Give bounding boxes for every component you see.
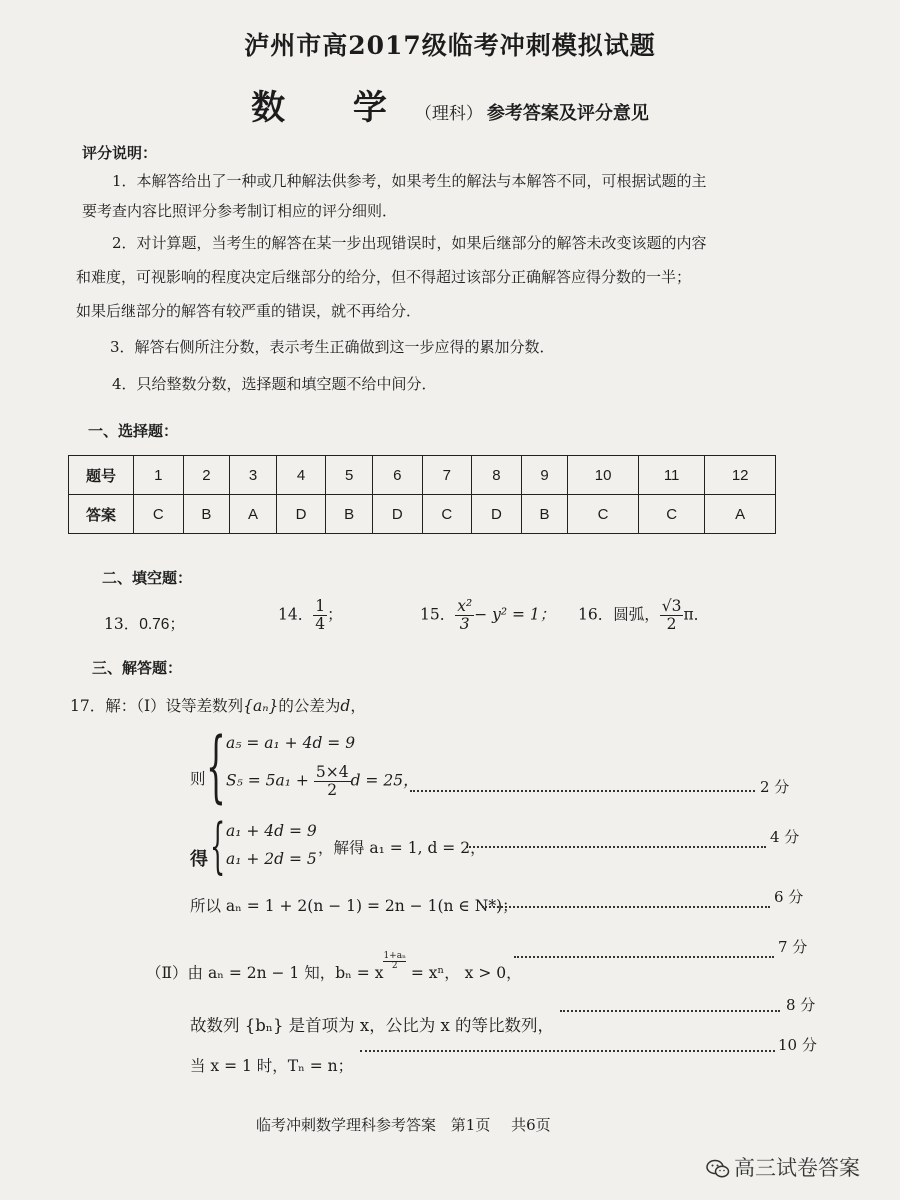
q13-label: 13． [104, 615, 140, 633]
answer-cell: B [521, 495, 568, 534]
p17-intro-set: {aₙ} [243, 697, 279, 715]
q14-numerator: 1 [315, 597, 326, 615]
q15-tail: − y² = 1； [474, 605, 556, 624]
instruction-4: 4．只给整数分数，选择题和填空题不给中间分． [112, 375, 437, 393]
row-label-question: 题号 [69, 456, 134, 495]
sys1-comma: ， [403, 771, 419, 790]
p17-intro-b: 的公差为 [278, 697, 341, 715]
subtitle-rest: 参考答案及评分意见 [486, 103, 649, 124]
answer-cell: A [230, 495, 277, 534]
watermark-text: 高三试卷答案 [734, 1156, 860, 1180]
watermark [706, 1152, 860, 1182]
q-num: 1 [134, 456, 184, 495]
q-num: 3 [230, 456, 277, 495]
q16-tail: π． [683, 605, 710, 624]
part2-tail: = xⁿ， x > 0， [405, 964, 522, 982]
system2-line2: a₁ + 2d = 5 [226, 850, 317, 868]
answer-cell: B [183, 495, 230, 534]
q-num: 5 [326, 456, 373, 495]
part2-exp-den: 2 [391, 961, 398, 971]
q15-fraction [455, 598, 474, 633]
question-number-row [69, 456, 776, 495]
instruction-1b: 要考查内容比照评分参考制订相应的评分细则． [82, 202, 398, 220]
q16-numerator: √3 [661, 597, 682, 615]
answer-cell: A [705, 495, 776, 534]
score-2: 2 分 [760, 778, 790, 796]
case-x-equals-1: 当 x = 1 时，Tₙ = n； [190, 1057, 354, 1075]
instruction-2b: 和难度，可视影响的程度决定后继部分的给分，但不得超过该部分正确解答应得分数的一半； [76, 268, 692, 286]
sys1-line2-a: S₅ = 5a₁ + [226, 771, 309, 790]
p17-intro-d: d [340, 697, 351, 715]
score-6: 6 分 [774, 888, 804, 906]
system2-line1: a₁ + 4d = 9 [226, 822, 317, 840]
q14-label: 14． [278, 605, 314, 624]
answer-table [68, 455, 776, 534]
q16-fraction [660, 598, 684, 633]
sys1-frac-den: 2 [327, 781, 338, 800]
geometric-line: 故数列 {bₙ} 是首项为 x，公比为 x 的等比数列， [190, 1016, 555, 1035]
q-num: 10 [568, 456, 639, 495]
instruction-3: 3．解答右侧所注分数，表示考生正确做到这一步应得的累加分数． [110, 338, 555, 356]
q-num: 12 [705, 456, 776, 495]
part2-line [146, 952, 522, 983]
q-num: 7 [422, 456, 472, 495]
q-num: 8 [472, 456, 522, 495]
row-label-answer: 答案 [69, 495, 134, 534]
system1-line1: a₅ = a₁ + 4d = 9 [226, 734, 356, 752]
instruction-2a: 2．对计算题，当考生的解答在某一步出现错误时，如果后继部分的解答未改变该题的内容 [112, 234, 707, 252]
dotted-leader [560, 1010, 780, 1012]
footer-text: 临考冲刺数学理科参考答案 [256, 1116, 437, 1134]
score-8: 8 分 [786, 996, 816, 1014]
q15-denominator: 3 [459, 615, 470, 634]
q15-numerator: x² [457, 597, 473, 615]
answer-14 [278, 598, 343, 633]
page-title: 泸州市高2017级临考冲刺模拟试题 [244, 31, 656, 60]
answer-cell: C [422, 495, 472, 534]
sys1-fraction [314, 764, 351, 799]
answer-cell: D [472, 495, 522, 534]
answer-16 [578, 598, 709, 633]
system1-brace: { [206, 722, 226, 812]
section-fill-heading: 二、填空题： [102, 569, 193, 587]
q-num: 9 [521, 456, 568, 495]
part2-text: （Ⅱ）由 aₙ = 2n − 1 知，bₙ = x [146, 964, 384, 982]
instruction-2c: 如果后继部分的解答有较严重的错误，就不再给分． [76, 302, 422, 320]
answer-cell: D [372, 495, 422, 534]
dotted-leader [360, 1050, 775, 1052]
dotted-leader [410, 790, 755, 792]
q15-label: 15． [420, 605, 456, 624]
page-subtitle [0, 80, 900, 129]
instructions-heading: 评分说明： [82, 144, 158, 162]
problem-17-intro [70, 694, 366, 716]
q14-fraction [313, 598, 327, 633]
page-footer [256, 1114, 551, 1135]
answer-cell: C [568, 495, 639, 534]
answer-cell: C [638, 495, 705, 534]
general-term-line: 所以 aₙ = 1 + 2(n − 1) = 2n − 1(n ∈ N*)； [190, 897, 518, 915]
sys1-line2-b: d = 25 [350, 771, 404, 790]
answer-cell: B [326, 495, 373, 534]
q13-value: 0.76； [139, 616, 185, 633]
footer-total: 共6页 [511, 1116, 551, 1134]
system1-line2 [226, 764, 419, 799]
part2-exponent [383, 952, 406, 971]
p17-intro-a: 17．解：（Ⅰ）设等差数列 [70, 697, 244, 715]
system2-brace: { [210, 811, 226, 881]
wechat-icon [706, 1159, 730, 1179]
answer-cell: D [276, 495, 326, 534]
system2-tail: ，解得 a₁ = 1, d = 2， [318, 839, 486, 857]
dotted-leader [466, 846, 766, 848]
subject-label: 数 学 [251, 88, 415, 128]
section-solution-heading: 三、解答题： [92, 659, 183, 677]
dotted-leader [514, 956, 774, 958]
instruction-1a: 1．本解答给出了一种或几种解法供参考，如果考生的解法与本解答不同，可根据试题的主 [112, 172, 707, 190]
q-num: 4 [276, 456, 326, 495]
q14-denominator: 4 [315, 615, 326, 634]
section-choice-heading: 一、选择题： [88, 422, 179, 440]
score-7: 7 分 [778, 938, 808, 956]
answer-15 [420, 598, 555, 633]
q-num: 11 [638, 456, 705, 495]
footer-page: 第1页 [450, 1116, 491, 1134]
score-10: 10 分 [778, 1036, 817, 1054]
q14-tail: ； [327, 605, 343, 624]
q16-label: 16．圆弧， [578, 605, 660, 624]
answer-row [69, 495, 776, 534]
answer-cell: C [134, 495, 184, 534]
answer-13 [104, 612, 185, 634]
score-4: 4 分 [770, 828, 800, 846]
p17-intro-c: ， [350, 697, 366, 715]
q-num: 2 [183, 456, 230, 495]
q-num: 6 [372, 456, 422, 495]
dotted-leader [482, 906, 770, 908]
system2-de: 得 [190, 849, 208, 870]
sys1-frac-num: 5×4 [315, 763, 349, 781]
part2-exp-num: 1+aₙ [383, 951, 406, 961]
system1-ze: 则 [190, 770, 206, 788]
subject-paren: （理科） [414, 104, 483, 124]
q16-denominator: 2 [666, 615, 677, 634]
